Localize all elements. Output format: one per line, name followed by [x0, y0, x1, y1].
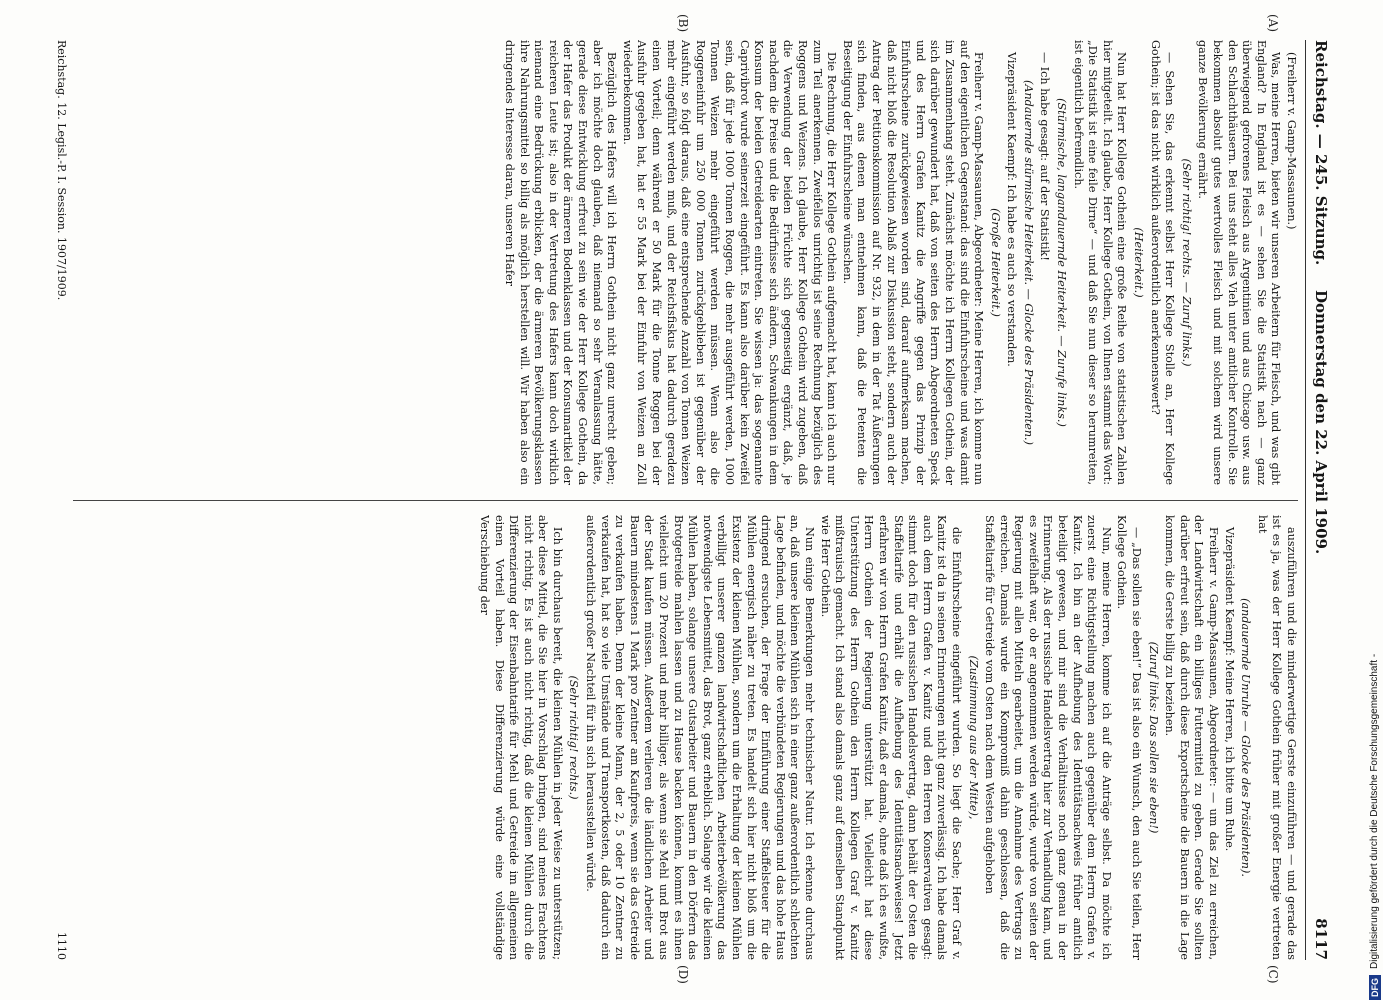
digitization-note — [1369, 10, 1381, 1000]
paragraph: Bezüglich des Hafers will ich Herrn Gothein nicht ganz unrecht geben; aber ich möchte doch glauben, daß niemand so sehr Veranlassung hätte, gerade diese Entwicklung erfreut zu sein wie der Herr Kollege Gothein, da der Hafer das Produkt der ärmeren Bodenklassen und der Konsumartikel der reicheren Leute ist; also in der Vertretung des Hafers kann doch wirklich niemand eine Bedrückung erblicken, der die ärmeren Bevölkerungsklassen ihre Nahrungsmittel so billig als möglich herstellen will. Wir haben also ein dringendes Interesse daran, unseren Hafer — [503, 40, 619, 485]
stage-direction: (Sehr richtig! rechts. — Zuruf links.) — [1179, 158, 1193, 367]
dfg-logo: DFG — [1369, 975, 1381, 1000]
stage-direction: (Heiterkeit.) — [1132, 227, 1146, 298]
stage-direction: (Große Heiterkeit.) — [988, 208, 1002, 317]
digitization-text: Digitalisierung gefördert durch die Deutsche Forschungsgemeinschaft - — [1369, 653, 1380, 969]
margin-marker-a: (A) — [1266, 14, 1280, 33]
header-date: Donnerstag den 22. April 1909. — [1312, 290, 1330, 555]
stage-direction: (Stürmische, langandauernde Heiterkeit. — Zurufe links.) — [1055, 98, 1069, 427]
paragraph: auszuführen und die minderwertige Gerste einzuführen — und gerade das ist es ja, was der Herr Kollege Gothein früher mit großer Energie vertreten hat — [1255, 515, 1298, 960]
margin-marker-d: (D) — [676, 965, 690, 984]
paragraph: Vizepräsident Kaempf: Ich habe es auch so verstanden. — [1005, 52, 1019, 367]
paragraph: Vizepräsident Kaempf: Meine Herren, ich bitte um Ruhe. — [1222, 527, 1236, 852]
stage-direction: (Andauernde stürmische Heiterkeit. — Glocke des Präsidenten.) — [1021, 80, 1035, 445]
paragraph: die Einfuhrscheine eingeführt wurden. So liegt die Sache; Herr Graf v. Kanitz ist da in seinen Erinnerungen nicht ganz zuverlässig. Ich habe damals auch dem Herrn Grafen v. Kanitz und den Herren Konservativen gesagt: stimmt doch für den russischen Handelsvertrag, dann behält der Osten die Staffeltarife und erhält die Aufhebung des Identitätsnachweises! Jetzt erfahren wir von Herrn Grafen Kanitz, daß er damals, ohne daß ich es wußte, Herrn Gothein der Regierung unterstützt hat. Vielleicht hat diese Unterstützung des Herrn Gothein den Herrn Kollegen Graf v. Kanitz mißtrauisch gemacht. Ich stand also damals ganz auf demselben Standpunkt wie Herr Gothein. — [818, 515, 963, 960]
text-column-left — [73, 40, 1298, 485]
paragraph: Nun, meine Herren, komme ich auf die Anträge selbst. Da möchte ich zuerst eine Richtigstellung machen auch gegenüber dem Herrn Grafen v. Kanitz. Ich bin an der Aufhebung des Identitätsnachweis früher amtlich beteiligt gewesen, und mir sind die Verhältnisse noch ganz genau in der Erinnerung. Als der russische Handelsvertrag hier zur Verhandlung kam, und es zweifelhaft war, ob er angenommen werden würde, wurde von seiten der Regierung mit allen Mitteln gearbeitet, um die Annahme des Vertrags zu erreichen. Damals wurde ein Kompromiß dahin geschlossen, daß die Staffeltarife für Getreide vom Osten nach dem Westen aufgehoben — [983, 515, 1113, 960]
stage-direction: (andauernde Unruhe — Glocke des Präsidenten). — [1239, 598, 1253, 877]
paragraph: Freiherr v. Gamp-Massaunen, Abgeordneter: — um das Ziel zu erreichen, der Landwirtschaft ein billiges Futtermittel zu geben. Gerade Sie sollten darüber erfreut sein, daß durch diese Exportscheine die Bauern in die Lage kommen, die Gerste billig zu beziehen. — [1163, 515, 1221, 960]
paragraph: Die Rechnung, die Herr Kollege Gothein aufgemacht hat, kann ich auch nur zum Teil anerkennen. Zweifellos unrichtig ist seine Rechnung bezüglich des Roggens und Weizens. Ich glaube, Herr Kollege Gothein wird zugeben, daß die Verwendung der beiden Früchte sich gegenseitig ergänzt, daß, je nachdem die Preise und die Bedürfnisse sich ändern, Schwankungen in dem Konsum der beiden Getreidearten eintreten. Sie wissen ja: das sogenannte Caprivibrot wurde seinerzeit eingeführt. Es kann also darüber kein Zweifel sein, daß für jede 1000 Tonnen Roggen, die mehr ausgeführt werden, 1000 Tonnen Weizen mehr eingeführt werden müssen. Wenn also die Roggeneinfuhr um 250 000 Tonnen zurückgeblieben ist gegenüber der Ausfuhr, so folgt daraus, daß eine entsprechende Anzahl von Tonnen Weizen mehr eingeführt werden muß, und der Reichsfiskus hat dadurch geradezu einen Vorteil; denn während er 50 Mark für die Tonne Roggen bei der Ausfuhr gegeben hat, hat er 55 Mark bei der Einfuhr von Weizen an Zoll wiederbekommen. — [620, 40, 839, 485]
paragraph: Nun hat Herr Kollege Gothein eine große Reihe von statistischen Zahlen hier mitgeteilt. Ich glaube, Herr Kollege Gothein, von Ihnen stammt das Wort: „Die Statistik ist eine feile Dirne“ — und daß Sie nun dieser so herumreiten, ist eigentlich befremdlich. — [1071, 40, 1129, 485]
page-header — [1305, 40, 1340, 960]
stage-direction: (Sehr richtig! rechts.) — [567, 675, 581, 800]
margin-marker-c: (C) — [1266, 965, 1280, 984]
paragraph: — „Das sollen sie eben!“ Das ist also ein Wunsch, den auch Sie teilen, Herr Kollege Gothein. — [1115, 515, 1144, 960]
paragraph: Was, meine Herren, bieten wir unseren Arbeitern für Fleisch, und was gibt England? In England ist es — sehen Sie die Statistik nach — ganz überwiegend gefrorenes Fleisch aus Argentinien und aus Chicago usw. aus den Schlachthäusern. Bei uns steht alles Vieh unter amtlicher Kontrolle. Sie bekommen absolut gutes wertvolles Fleisch und mit solchem wird unsere ganze Bevölkerung ernährt. — [1196, 40, 1283, 485]
stage-direction: (Zustimmung aus der Mitte), — [966, 655, 980, 820]
column-divider — [73, 500, 1298, 501]
stage-direction: (Zuruf links: Das sollen sie eben!) — [1146, 641, 1160, 834]
page-number: 8117 — [1312, 918, 1330, 960]
document-page — [50, 14, 1340, 984]
paragraph: Ich bin durchaus bereit, die kleinen Mühlen in jeder Weise zu unterstützen; aber diese Mittel, die Sie hier in Vorschlag bringen, sind meines Erachtens nicht richtig. Es ist auch nicht richtig, daß die kleinen Mühlen durch die Differenzierung der Eisenbahntarife für Mehl und Getreide im allgemeinen einen Vorteil haben. Diese Differenzierung würde eine vollständige Verschiebung der — [477, 515, 564, 960]
header-session: Reichstag. — 245. Sitzung. — [1312, 40, 1330, 266]
footer-legislature: Reichstag. 12. Legisl.-P. I. Session. 1907/1909. — [55, 40, 68, 301]
paragraph: — Sehen Sie, das erkennt selbst Herr Kollege Stolle an, Herr Kollege Gothein; ist das nicht wirklich außerordentlich anerkennenswert? — [1148, 40, 1177, 485]
paragraph: — Ich habe gesagt: auf der Statistik! — [1038, 52, 1052, 261]
paragraph: Freiherr v. Gamp-Massaunen, Abgeordneter: Meine Herren, ich komme nun auf den eigentlichen Gegenstand: das sind die Einfuhrscheine und was damit im Zusammenhang steht. Zunächst möchte ich Herrn Kollegen Gothein, der sich darüber gewundert hat, daß von seiten des Herrn Abgeordneten Speck und des Herrn Grafen Kanitz die Angriffe gegen das Prinzip der Einfuhrscheine zurückgewiesen worden sind, darauf aufmerksam machen, daß nicht bloß die Resolution Ablaß zur Diskussion steht, sondern auch der Antrag der Petitionskommission auf Nr. 932, in dem in der Tat Äußerungen sich finden, aus denen man entnehmen kann, daß die Petenten die Beseitigung der Einfuhrscheine wünschen. — [840, 40, 986, 485]
margin-marker-b: (B) — [676, 14, 690, 33]
text-column-right — [73, 515, 1298, 960]
footer-sheet-number: 1110 — [55, 932, 68, 960]
paragraph: Nun einige Bemerkungen mehr technischer Natur. Ich erkenne durchaus an, daß unsere kleinen Mühlen sich in einer ganz außerordentlich schlechten Lage befinden, und möchte die verbündeten Regierungen und das hohe Haus dringend ersuchen, der Frage der Einführung einer Staffelsteuer für die Mühlen energisch näher zu treten. Es handelt sich hier nicht bloß um die Existenz der kleinen Mühlen, sondern um die Erhaltung der kleinen Mühlen verbilligt unserer ganzen landwirtschaftlichen Arbeiterbevölkerung das notwendigste Lebensmittel, das Brot, ganz erheblich. Solange wir die kleinen Mühlen haben, solange unsere Gutsarbeiter und Bauern in den Dörfern das Brotgetreide mahlen lassen und zu Hause backen können, kommt es ihnen vielleicht um 20 Prozent und mehr billiger, als wenn sie Mehl und Brot aus der Stadt kaufen müssen. Außerdem verlieren die ländlichen Arbeiter und Bauern mindestens 1 Mark pro Zentner am Kaufpreis, wenn sie das Getreide zu verkaufen haben. Denn der kleine Mann, der 2, 5 oder 10 Zentner zu verkaufen hat, hat so viele Umstände und Transportkosten, daß dadurch ein außerordentlich großer Nachteil für ihn sich herausstellen würde. — [584, 515, 816, 960]
paragraph: (Freiherr v. Gamp-Massaunen.) — [1285, 52, 1298, 230]
